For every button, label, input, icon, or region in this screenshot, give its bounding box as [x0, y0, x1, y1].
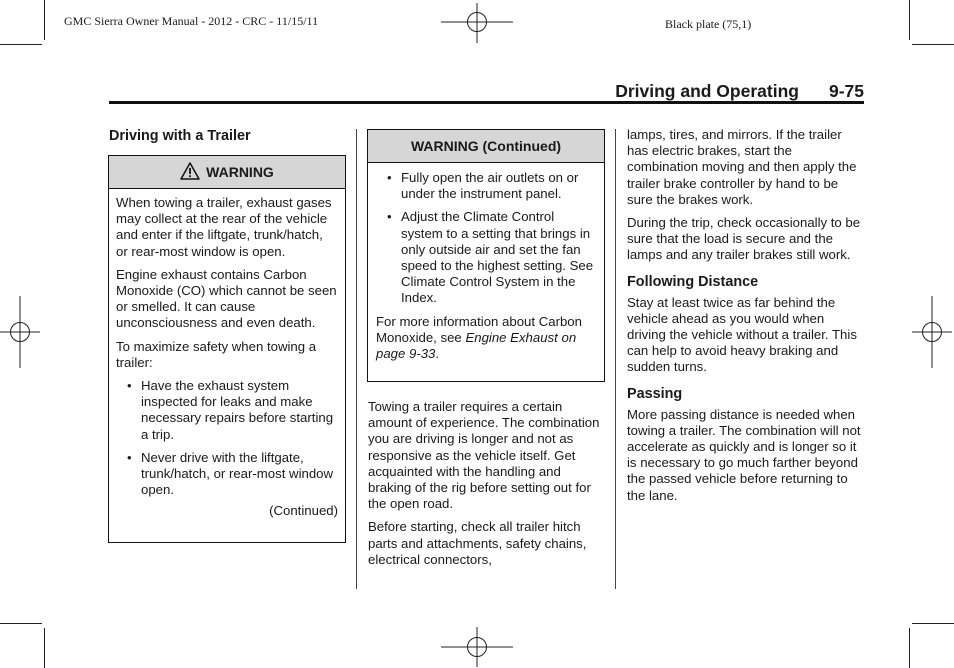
trim-mark: [912, 623, 954, 624]
page-number: 9-75: [828, 81, 864, 101]
body-paragraph: More passing distance is needed when towing a trailer. The combination will not accelerate as quickly and is longer so it is necessary to go much farther beyond the passed vehicle before returning to the lane.: [627, 406, 861, 503]
column-divider: [615, 129, 616, 589]
warning-body: [109, 189, 345, 520]
list-item: • Have the exhaust system inspected for leaks and make necessary repairs before starting a trip.: [116, 378, 338, 443]
registration-mark-icon: [441, 627, 513, 667]
list-item: • Fully open the air outlets on or under the instrument panel.: [376, 170, 597, 202]
column-1: [109, 127, 349, 151]
trim-mark: [0, 623, 42, 624]
section-heading-passing: Passing: [627, 385, 683, 402]
column-divider: [356, 129, 357, 589]
header-rule: [109, 101, 864, 104]
body-paragraph: lamps, tires, and mirrors. If the trailer has electric brakes, start the combination moving and then apply the trailer brake controller by hand to be sure the brakes work.: [627, 127, 857, 207]
body-paragraph: Before starting, check all trailer hitch parts and attachments, safety chains, electrical connectors,: [368, 519, 587, 567]
trim-mark: [909, 0, 910, 40]
plate-info-left: GMC Sierra Owner Manual - 2012 - CRC - 11/15/11: [64, 14, 319, 28]
section-title: Driving and Operating: [615, 81, 799, 101]
warning-triangle-icon: [180, 162, 200, 180]
trim-mark: [909, 628, 910, 668]
list-item: • Never drive with the liftgate, trunk/hatch, or rear-most window open.: [116, 450, 338, 499]
more-info-text: For more information about Carbon Monoxide, see: [376, 313, 582, 345]
continued-note: (Continued): [269, 503, 338, 519]
trim-mark: [0, 44, 42, 45]
warning-paragraph: When towing a trailer, exhaust gases may collect at the rear of the vehicle and enter if the liftgate, trunk/hatch, or rear-most window is open.: [116, 195, 332, 259]
cross-reference-link[interactable]: Engine Exhaust on page 9-33: [376, 329, 577, 362]
warning-box: [108, 155, 346, 543]
warning-paragraph: Engine exhaust contains Carbon Monoxide (CO) which cannot be seen or smelled. It can cause unconsciousness and even death.: [116, 266, 337, 331]
plate-info-right: Black plate (75,1): [665, 17, 752, 31]
more-info-paragraph: [376, 314, 597, 363]
warning-paragraph: To maximize safety when towing a trailer:: [116, 338, 317, 370]
trim-mark: [912, 44, 954, 45]
registration-mark-icon: [0, 296, 40, 368]
section-heading-trailer: Driving with a Trailer: [109, 128, 251, 144]
more-info-suffix: .: [435, 346, 440, 362]
body-paragraph: Stay at least twice as far behind the vehicle ahead as you would when driving the vehicle without a trailer. This can help to avoid heavy braking and sudden turns.: [627, 294, 857, 375]
body-paragraph: Towing a trailer requires a certain amount of experience. The combination you are driving is longer and not as responsive as the vehicle itself. Get acquainted with the handling and braking of the rig before setting out for the open road.: [368, 399, 600, 512]
running-head: [615, 81, 864, 102]
warning-body: [368, 163, 604, 362]
column-2-text: [368, 399, 606, 575]
registration-mark-icon: [441, 3, 513, 43]
list-item: • Adjust the Climate Control system to a setting that brings in only outside air and set the fan speed to the highest setting. See Climate Control System in the Index.: [376, 209, 597, 306]
warning-header: WARNING (Continued): [368, 130, 604, 163]
warning-continued-box: [367, 129, 605, 382]
trim-mark: [44, 628, 45, 668]
warning-bullet-list: [376, 170, 597, 307]
warning-header: [109, 156, 345, 189]
section-heading-following-distance: Following Distance: [627, 273, 759, 290]
column-3: [627, 127, 863, 511]
warning-title: WARNING: [206, 164, 274, 180]
registration-mark-icon: [912, 296, 952, 368]
body-paragraph: During the trip, check occasionally to be sure that the load is secure and the lamps and any trailer brakes still work.: [627, 215, 861, 263]
trim-mark: [44, 0, 45, 40]
warning-bullet-list: [116, 378, 338, 498]
